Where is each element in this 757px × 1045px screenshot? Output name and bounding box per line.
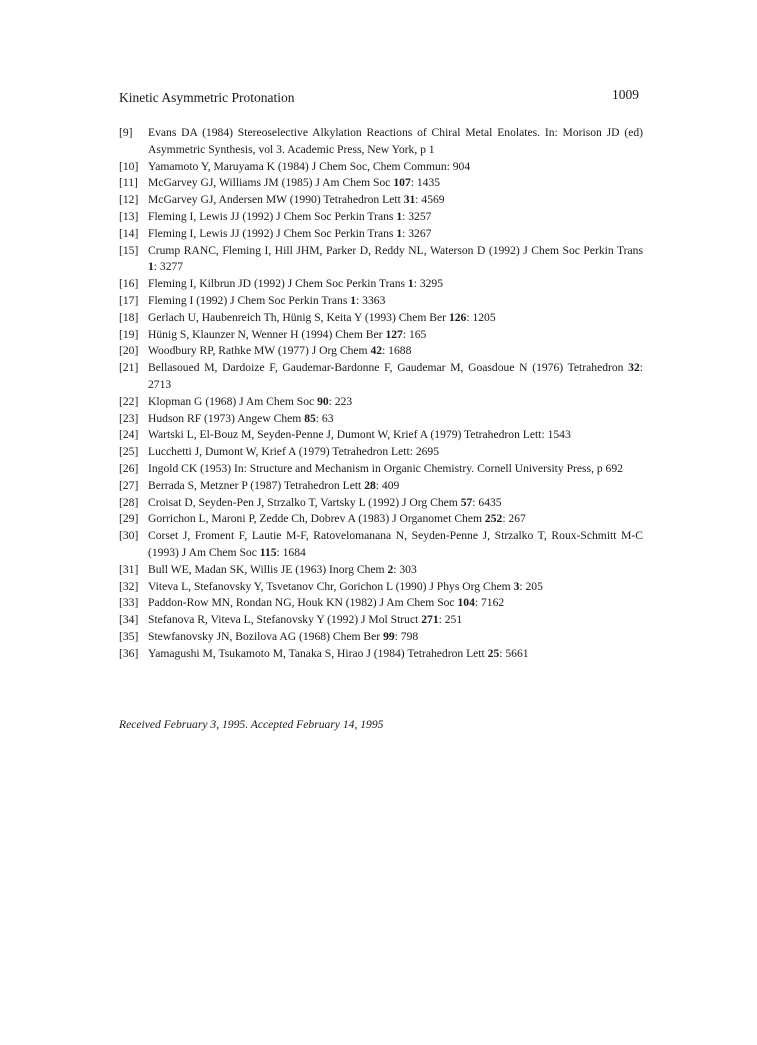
reference-segment: : 1435 — [410, 176, 441, 190]
reference-text — [148, 210, 431, 223]
reference-segment: : 3363 — [356, 293, 386, 307]
reference-segment: Hünig S, Klaunzer N, Wenner H (1994) Chem Ber — [148, 327, 386, 341]
reference-list — [119, 125, 643, 663]
reference-segment: : 409 — [375, 478, 400, 492]
reference-number: [9] — [119, 126, 133, 139]
reference-text — [148, 294, 385, 307]
reference-item — [119, 226, 643, 243]
reference-segment: : 63 — [315, 411, 334, 425]
reference-volume: 1 — [396, 226, 403, 240]
reference-number: [19] — [119, 327, 139, 341]
reference-segment: : 267 — [502, 512, 526, 526]
reference-volume: 32 — [628, 361, 640, 375]
reference-segment: Lucchetti J, Dumont W, Krief A (1979) Tetrahedron Lett: 2695 — [148, 445, 440, 459]
reference-segment: : 3295 — [413, 277, 444, 291]
reference-item — [119, 595, 643, 612]
reference-segment: : 1684 — [276, 545, 306, 559]
reference-text — [148, 563, 417, 576]
reference-text — [148, 193, 445, 206]
reference-segment: : 7162 — [474, 596, 505, 610]
reference-volume: 1 — [407, 277, 414, 291]
reference-text — [148, 361, 643, 391]
reference-volume: 115 — [259, 545, 277, 559]
reference-segment: : 205 — [519, 579, 543, 593]
reference-volume: 107 — [393, 176, 411, 190]
reference-segment: Yamagushi M, Tsukamoto M, Tanaka S, Hirao J (1984) Tetrahedron Lett — [148, 646, 488, 660]
reference-segment: Fleming I, Lewis JJ (1992) J Chem Soc Perkin Trans — [148, 209, 397, 223]
reference-text — [148, 344, 411, 357]
reference-segment: Wartski L, El-Bouz M, Seyden-Penne J, Dumont W, Krief A (1979) Tetrahedron Lett: 1543 — [148, 428, 571, 442]
reference-text — [148, 160, 470, 173]
reference-item — [119, 243, 643, 277]
reference-segment: : 3277 — [153, 260, 184, 274]
reference-volume: 90 — [317, 394, 329, 408]
reference-segment: Ingold CK (1953) In: Structure and Mechanism in Organic Chemistry. Cornell University Press, p 692 — [148, 461, 623, 475]
reference-volume: 1 — [148, 260, 154, 274]
reference-text — [148, 311, 496, 324]
reference-number: [31] — [119, 562, 139, 576]
reference-segment: : 6435 — [472, 495, 502, 509]
reference-segment: : 2713 — [148, 361, 643, 391]
reference-text — [148, 126, 643, 156]
reference-number: [32] — [119, 579, 139, 593]
reference-text — [148, 647, 529, 660]
reference-segment: McGarvey GJ, Williams JM (1985) J Am Chem Soc — [148, 176, 394, 190]
reference-number: [12] — [119, 193, 139, 207]
reference-item — [119, 461, 643, 478]
reference-segment: Bull WE, Madan SK, Willis JE (1963) Inorg Chem — [148, 562, 388, 576]
reference-segment: : 1205 — [466, 310, 496, 324]
reference-volume: 1 — [396, 209, 403, 223]
reference-item — [119, 343, 643, 360]
reference-segment: : 303 — [393, 562, 417, 576]
reference-number: [18] — [119, 310, 139, 324]
reference-number: [36] — [119, 646, 139, 660]
reference-item — [119, 159, 643, 176]
reference-item — [119, 444, 643, 461]
reference-text — [148, 176, 440, 189]
reference-item — [119, 562, 643, 579]
reference-text — [148, 395, 352, 408]
reference-item — [119, 579, 643, 596]
reference-text — [148, 428, 571, 441]
reference-segment: : 5661 — [499, 646, 529, 660]
reference-segment: : 165 — [402, 327, 427, 341]
reference-volume: 127 — [385, 327, 403, 341]
reference-segment: : 3267 — [402, 226, 432, 240]
reference-segment: Viteva L, Stefanovsky Y, Tsvetanov Chr, Gorichon L (1990) J Phys Org Chem — [148, 579, 514, 593]
reference-number: [33] — [119, 596, 139, 610]
reference-item — [119, 209, 643, 226]
reference-segment: Hudson RF (1973) Angew Chem — [148, 411, 305, 425]
reference-number: [16] — [119, 277, 139, 291]
reference-volume: 252 — [484, 512, 503, 526]
reference-text — [148, 244, 643, 274]
reference-volume: 42 — [370, 344, 383, 358]
reference-volume: 126 — [448, 310, 467, 324]
reference-number: [17] — [119, 293, 139, 307]
page-number: 1009 — [612, 87, 639, 102]
reference-volume: 99 — [383, 629, 395, 643]
reference-segment: Evans DA (1984) Stereoselective Alkylation Reactions of Chiral Metal Enolates. In: Morison JD (ed) Asymmetric Synthesis, vol 3. Academic Press, New York, p 1 — [148, 126, 643, 156]
reference-text — [148, 630, 418, 643]
reference-segment: : 798 — [394, 629, 419, 643]
reference-segment: Crump RANC, Fleming I, Hill JHM, Parker D, Reddy NL, Waterson D (1992) J Chem Soc Perkin Trans — [148, 243, 643, 257]
reference-text — [148, 512, 526, 525]
reference-number: [23] — [119, 411, 139, 425]
reference-number: [30] — [119, 529, 139, 543]
reference-number: [34] — [119, 613, 139, 627]
reference-item — [119, 411, 643, 428]
reference-item — [119, 629, 643, 646]
reference-number: [10] — [119, 159, 139, 173]
reference-segment: : 251 — [438, 613, 463, 627]
reference-volume: 3 — [513, 579, 520, 593]
reference-volume: 104 — [457, 596, 475, 610]
reference-number: [13] — [119, 209, 139, 223]
reference-segment: : 3257 — [402, 209, 432, 223]
reference-number: [22] — [119, 394, 139, 408]
reference-text — [148, 496, 502, 509]
reference-segment: Fleming I (1992) J Chem Soc Perkin Trans — [148, 293, 351, 307]
reference-item — [119, 327, 643, 344]
reference-number: [28] — [119, 495, 139, 509]
running-title: Kinetic Asymmetric Protonation — [119, 90, 295, 105]
reference-item — [119, 511, 643, 528]
reference-volume: 1 — [350, 293, 357, 307]
reference-segment: : 223 — [328, 394, 353, 408]
reference-item — [119, 612, 643, 629]
reference-number: [15] — [119, 243, 139, 257]
reference-text — [148, 580, 543, 593]
reference-text — [148, 412, 334, 425]
reference-text — [148, 479, 399, 492]
reference-number: [24] — [119, 428, 139, 442]
reference-text — [148, 462, 623, 475]
reference-item — [119, 360, 643, 394]
reference-segment: Fleming I, Lewis JJ (1992) J Chem Soc Perkin Trans — [148, 226, 397, 240]
received-accepted-dates: Received February 3, 1995. Accepted February 14, 1995 — [119, 718, 384, 731]
reference-volume: 2 — [387, 562, 394, 576]
reference-text — [148, 227, 431, 240]
reference-segment: Corset J, Froment F, Lautie M-F, Ratovelomanana N, Seyden-Penne J, Strzalko T, Roux-Schmitt M-C (1993) J Am Chem Soc — [148, 529, 643, 559]
reference-item — [119, 175, 643, 192]
reference-segment: : 1688 — [382, 344, 412, 358]
reference-item — [119, 276, 643, 293]
reference-segment: : 4569 — [415, 193, 445, 207]
reference-number: [20] — [119, 344, 139, 358]
reference-number: [25] — [119, 445, 139, 459]
reference-volume: 25 — [487, 646, 500, 660]
reference-volume: 57 — [460, 495, 473, 509]
reference-number: [14] — [119, 226, 139, 240]
reference-item — [119, 125, 643, 159]
reference-text — [148, 613, 462, 626]
reference-number: [35] — [119, 629, 139, 643]
reference-item — [119, 293, 643, 310]
reference-segment: Stefanova R, Viteva L, Stefanovsky Y (1992) J Mol Struct — [148, 613, 422, 627]
reference-item — [119, 478, 643, 495]
reference-volume: 31 — [403, 193, 416, 207]
reference-volume: 271 — [421, 613, 439, 627]
reference-item — [119, 528, 643, 562]
reference-segment: McGarvey GJ, Andersen MW (1990) Tetrahedron Lett — [148, 193, 404, 207]
reference-number: [29] — [119, 512, 139, 526]
reference-segment: Croisat D, Seyden-Pen J, Strzalko T, Vartsky L (1992) J Org Chem — [148, 495, 461, 509]
reference-text — [148, 328, 426, 341]
reference-item — [119, 310, 643, 327]
reference-text — [148, 445, 439, 458]
reference-item — [119, 495, 643, 512]
reference-volume: 28 — [364, 478, 376, 492]
reference-number: [27] — [119, 478, 139, 492]
reference-segment: Bellasoued M, Dardoize F, Gaudemar-Bardonne F, Gaudemar M, Goasdoue N (1976) Tetrahedron — [148, 361, 629, 375]
reference-number: [11] — [119, 176, 138, 190]
reference-segment: Berrada S, Metzner P (1987) Tetrahedron Lett — [148, 478, 365, 492]
reference-segment: Fleming I, Kilbrun JD (1992) J Chem Soc Perkin Trans — [148, 277, 408, 291]
reference-segment: Woodbury RP, Rathke MW (1977) J Org Chem — [148, 344, 371, 358]
reference-text — [148, 596, 504, 609]
reference-segment: Stewfanovsky JN, Bozilova AG (1968) Chem Ber — [148, 629, 384, 643]
reference-item — [119, 646, 643, 663]
reference-item — [119, 192, 643, 209]
reference-number: [26] — [119, 461, 139, 475]
reference-text — [148, 277, 443, 290]
reference-segment: Paddon-Row MN, Rondan NG, Houk KN (1982) J Am Chem Soc — [148, 596, 458, 610]
reference-segment: Yamamoto Y, Maruyama K (1984) J Chem Soc, Chem Commun: 904 — [148, 159, 471, 173]
reference-text — [148, 529, 643, 559]
reference-segment: Gorrichon L, Maroni P, Zedde Ch, Dobrev A (1983) J Organomet Chem — [148, 512, 485, 526]
reference-segment: Klopman G (1968) J Am Chem Soc — [148, 394, 318, 408]
reference-item — [119, 394, 643, 411]
reference-number: [21] — [119, 361, 139, 375]
reference-segment: Gerlach U, Haubenreich Th, Hünig S, Keita Y (1993) Chem Ber — [148, 310, 449, 324]
reference-volume: 85 — [304, 411, 316, 425]
reference-item — [119, 427, 643, 444]
